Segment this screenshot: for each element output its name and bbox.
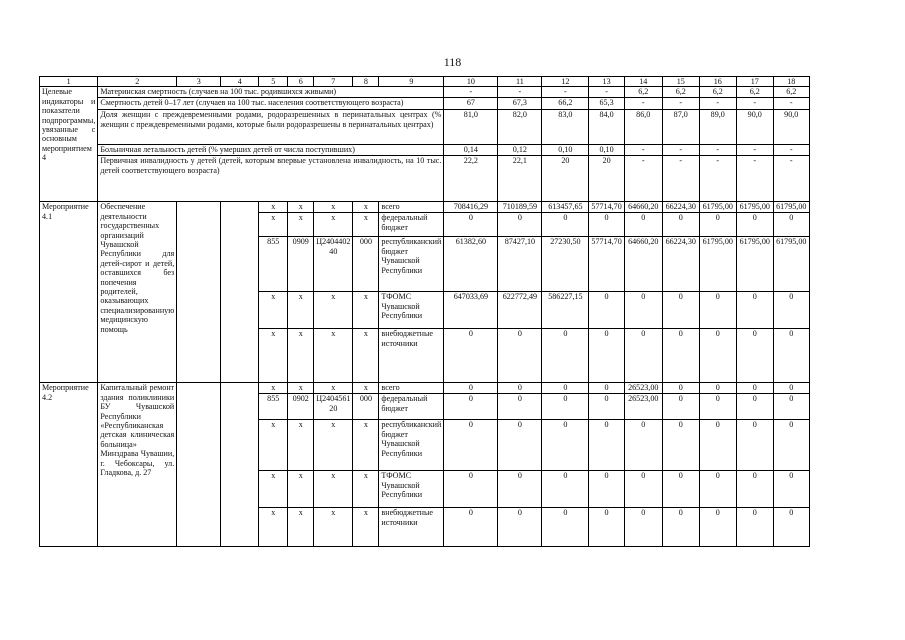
measure-row — [40, 202, 810, 213]
header-cell: 6 — [288, 77, 314, 87]
funding-value: 61795,00 — [736, 237, 773, 292]
indicator-value: - — [662, 98, 699, 110]
funding-value: 0 — [542, 329, 589, 383]
funding-value: 0 — [773, 292, 809, 329]
grbs-code: 855 — [259, 237, 288, 292]
header-cell: 9 — [379, 77, 444, 87]
expense-type-code: x — [353, 213, 379, 237]
responsible-cell — [177, 383, 221, 547]
funding-value: 61795,00 — [699, 237, 736, 292]
measure-name: Капитальный ремонт здания поликлиники БУ Чувашской Республики «Республиканская детская клиническая больница» Минздрава Чувашии, г. Чебоксары, ул. Гладкова, д. 27 — [98, 383, 177, 547]
funding-value: 66224,30 — [662, 237, 699, 292]
funding-value: 0 — [699, 292, 736, 329]
funding-value: 0 — [773, 329, 809, 383]
expense-type-code: x — [353, 202, 379, 213]
indicator-value: 6,2 — [699, 87, 736, 98]
funding-value: 0 — [444, 508, 498, 547]
section-code: 0902 — [288, 394, 314, 420]
indicator-value: - — [624, 156, 662, 202]
indicator-value: - — [542, 87, 589, 98]
indicator-value: 89,0 — [699, 110, 736, 145]
deadline-cell — [221, 383, 259, 547]
funding-source: федеральный бюджет — [379, 213, 444, 237]
indicator-value: 20 — [542, 156, 589, 202]
funding-value: 0 — [624, 420, 662, 471]
funding-source: республиканский бюджет Чувашской Республики — [379, 237, 444, 292]
funding-value: 0 — [624, 508, 662, 547]
funding-value: 26523,00 — [624, 394, 662, 420]
funding-value: 0 — [736, 508, 773, 547]
indicator-value: - — [699, 145, 736, 156]
funding-source: ТФОМС Чувашской Республики — [379, 292, 444, 329]
expense-type-code: x — [353, 329, 379, 383]
funding-value: 0 — [773, 420, 809, 471]
indicator-name: Доля женщин с преждевременными родами, родоразрешенных в перинатальных центрах (% женщин с преждевременными родами, которые были родоразрешены в перинатальных центрах) — [98, 110, 444, 145]
indicator-value: - — [662, 156, 699, 202]
funding-value: 0 — [736, 394, 773, 420]
funding-value: 613457,65 — [542, 202, 589, 213]
funding-value: 0 — [589, 292, 624, 329]
indicator-group-label: Целевые индикаторы и показатели подпрограммы, увязанные с основным мероприятием 4 — [40, 87, 98, 202]
funding-value: 0 — [662, 394, 699, 420]
header-cell: 15 — [662, 77, 699, 87]
funding-value: 0 — [736, 420, 773, 471]
indicator-value: - — [624, 145, 662, 156]
funding-source: всего — [379, 202, 444, 213]
funding-value: 0 — [589, 420, 624, 471]
program-table — [39, 76, 810, 547]
grbs-code: x — [259, 202, 288, 213]
section-code: x — [288, 471, 314, 508]
funding-value: 0 — [624, 292, 662, 329]
indicator-value: 6,2 — [736, 87, 773, 98]
header-cell: 3 — [177, 77, 221, 87]
funding-value: 710189,59 — [498, 202, 542, 213]
section-code: x — [288, 292, 314, 329]
indicator-value: 6,2 — [662, 87, 699, 98]
funding-value: 87427,10 — [498, 237, 542, 292]
funding-value: 61795,00 — [699, 202, 736, 213]
indicator-value: - — [699, 98, 736, 110]
funding-value: 0 — [699, 329, 736, 383]
funding-value: 0 — [662, 383, 699, 394]
funding-source: внебюджетные источники — [379, 329, 444, 383]
expense-type-code: x — [353, 383, 379, 394]
funding-value: 0 — [624, 329, 662, 383]
funding-source: внебюджетные источники — [379, 508, 444, 547]
header-cell: 4 — [221, 77, 259, 87]
funding-value: 0 — [699, 508, 736, 547]
indicator-row — [40, 87, 810, 98]
funding-value: 57714,70 — [589, 237, 624, 292]
indicator-value: 83,0 — [542, 110, 589, 145]
target-item-code: x — [314, 508, 353, 547]
indicator-value: - — [736, 98, 773, 110]
funding-value: 0 — [773, 508, 809, 547]
section-code: x — [288, 383, 314, 394]
funding-value: 0 — [662, 420, 699, 471]
funding-value: 0 — [736, 383, 773, 394]
section-code: x — [288, 508, 314, 547]
funding-value: 66224,30 — [662, 202, 699, 213]
header-cell: 14 — [624, 77, 662, 87]
funding-value: 0 — [699, 420, 736, 471]
indicator-value: 0,14 — [444, 145, 498, 156]
header-cell: 11 — [498, 77, 542, 87]
indicator-value: 65,3 — [589, 98, 624, 110]
indicator-value: 6,2 — [624, 87, 662, 98]
funding-value: 0 — [699, 213, 736, 237]
indicator-row — [40, 98, 810, 110]
funding-value: 0 — [773, 383, 809, 394]
indicator-name: Больничная летальность детей (% умерших детей от числа поступивших) — [98, 145, 444, 156]
funding-value: 0 — [498, 471, 542, 508]
target-item-code: x — [314, 329, 353, 383]
funding-value: 0 — [736, 329, 773, 383]
indicator-name: Первичная инвалидность у детей (детей, которым впервые установлена инвалидность, на 10 тыс. детей соответствующего возраста) — [98, 156, 444, 202]
grbs-code: x — [259, 508, 288, 547]
indicator-name: Материнская смертность (случаев на 100 тыс. родившихся живыми) — [98, 87, 444, 98]
funding-value: 0 — [444, 383, 498, 394]
indicator-value: 67,3 — [498, 98, 542, 110]
expense-type-code: 000 — [353, 237, 379, 292]
expense-type-code: x — [353, 508, 379, 547]
funding-value: 708416,29 — [444, 202, 498, 213]
funding-value: 0 — [624, 471, 662, 508]
measure-row — [40, 383, 810, 394]
grbs-code: x — [259, 420, 288, 471]
indicator-value: - — [773, 98, 809, 110]
header-cell: 17 — [736, 77, 773, 87]
funding-value: 0 — [542, 508, 589, 547]
funding-value: 0 — [542, 383, 589, 394]
measure-name: Обеспечение деятельности государственных организаций Чувашской Республики для детей-сирот и детей, оставшихся без попечения родителей, оказывающих специализированную медицинскую помощь — [98, 202, 177, 383]
deadline-cell — [221, 202, 259, 383]
funding-value: 0 — [736, 292, 773, 329]
funding-source: республиканский бюджет Чувашской Республики — [379, 420, 444, 471]
target-item-code: Ц2404561 20 — [314, 394, 353, 420]
funding-value: 0 — [736, 213, 773, 237]
expense-type-code: 000 — [353, 394, 379, 420]
header-cell: 2 — [98, 77, 177, 87]
funding-source: федеральный бюджет — [379, 394, 444, 420]
funding-value: 0 — [542, 420, 589, 471]
funding-value: 0 — [444, 394, 498, 420]
header-cell: 5 — [259, 77, 288, 87]
funding-value: 0 — [589, 471, 624, 508]
measure-label: Мероприятие 4.2 — [40, 383, 98, 547]
header-cell: 7 — [314, 77, 353, 87]
indicator-value: - — [662, 145, 699, 156]
funding-value: 0 — [624, 213, 662, 237]
grbs-code: 855 — [259, 394, 288, 420]
funding-value: 0 — [589, 383, 624, 394]
funding-value: 622772,49 — [498, 292, 542, 329]
funding-value: 61795,00 — [773, 237, 809, 292]
target-item-code: x — [314, 383, 353, 394]
section-code: 0909 — [288, 237, 314, 292]
funding-value: 61795,00 — [773, 202, 809, 213]
target-item-code: x — [314, 471, 353, 508]
indicator-value: 22,1 — [498, 156, 542, 202]
page-number: 118 — [443, 55, 462, 69]
funding-value: 0 — [542, 213, 589, 237]
header-cell: 13 — [589, 77, 624, 87]
indicator-value: 86,0 — [624, 110, 662, 145]
indicator-row — [40, 156, 810, 202]
indicator-value: 67 — [444, 98, 498, 110]
funding-value: 0 — [589, 329, 624, 383]
indicator-row — [40, 110, 810, 145]
funding-value: 0 — [589, 394, 624, 420]
funding-value: 0 — [699, 383, 736, 394]
indicator-value: - — [624, 98, 662, 110]
indicator-value: 90,0 — [773, 110, 809, 145]
target-item-code: x — [314, 420, 353, 471]
indicator-value: - — [444, 87, 498, 98]
funding-value: 0 — [444, 213, 498, 237]
funding-value: 0 — [589, 508, 624, 547]
expense-type-code: x — [353, 420, 379, 471]
header-cell: 8 — [353, 77, 379, 87]
indicator-value: - — [773, 156, 809, 202]
funding-value: 0 — [444, 329, 498, 383]
indicator-value: - — [589, 87, 624, 98]
header-cell: 10 — [444, 77, 498, 87]
grbs-code: x — [259, 471, 288, 508]
grbs-code: x — [259, 292, 288, 329]
indicator-value: - — [498, 87, 542, 98]
target-item-code: x — [314, 202, 353, 213]
indicator-value: 22,2 — [444, 156, 498, 202]
funding-value: 64660,20 — [624, 237, 662, 292]
indicator-row — [40, 145, 810, 156]
funding-value: 0 — [736, 471, 773, 508]
funding-value: 0 — [498, 383, 542, 394]
funding-value: 0 — [498, 508, 542, 547]
indicator-value: 66,2 — [542, 98, 589, 110]
expense-type-code: x — [353, 292, 379, 329]
section-code: x — [288, 420, 314, 471]
indicator-value: 81,0 — [444, 110, 498, 145]
header-cell: 16 — [699, 77, 736, 87]
section-code: x — [288, 213, 314, 237]
funding-value: 0 — [662, 329, 699, 383]
funding-value: 26523,00 — [624, 383, 662, 394]
funding-value: 0 — [498, 213, 542, 237]
grbs-code: x — [259, 383, 288, 394]
header-row — [40, 77, 810, 87]
funding-value: 57714,70 — [589, 202, 624, 213]
section-code: x — [288, 202, 314, 213]
funding-value: 61382,60 — [444, 237, 498, 292]
responsible-cell — [177, 202, 221, 383]
target-item-code: x — [314, 213, 353, 237]
funding-value: 0 — [444, 420, 498, 471]
funding-value: 0 — [542, 471, 589, 508]
indicator-value: - — [736, 145, 773, 156]
expense-type-code: x — [353, 471, 379, 508]
indicator-value: - — [699, 156, 736, 202]
indicator-value: 0,10 — [542, 145, 589, 156]
target-item-code: x — [314, 292, 353, 329]
indicator-value: 87,0 — [662, 110, 699, 145]
grbs-code: x — [259, 329, 288, 383]
indicator-value: 82,0 — [498, 110, 542, 145]
header-cell: 1 — [40, 77, 98, 87]
funding-value: 0 — [773, 471, 809, 508]
indicator-value: - — [773, 145, 809, 156]
header-cell: 12 — [542, 77, 589, 87]
funding-value: 27230,50 — [542, 237, 589, 292]
target-item-code: Ц2404402 40 — [314, 237, 353, 292]
funding-value: 61795,00 — [736, 202, 773, 213]
funding-value: 0 — [498, 420, 542, 471]
grbs-code: x — [259, 213, 288, 237]
funding-value: 0 — [699, 471, 736, 508]
funding-value: 586227,15 — [542, 292, 589, 329]
indicator-value: 20 — [589, 156, 624, 202]
funding-value: 64660,20 — [624, 202, 662, 213]
indicator-value: - — [736, 156, 773, 202]
section-code: x — [288, 329, 314, 383]
funding-value: 647033,69 — [444, 292, 498, 329]
indicator-value: 84,0 — [589, 110, 624, 145]
funding-value: 0 — [773, 213, 809, 237]
funding-value: 0 — [589, 213, 624, 237]
funding-value: 0 — [542, 394, 589, 420]
funding-value: 0 — [498, 329, 542, 383]
funding-value: 0 — [662, 292, 699, 329]
header-cell: 18 — [773, 77, 809, 87]
funding-value: 0 — [662, 213, 699, 237]
funding-value: 0 — [662, 471, 699, 508]
indicator-name: Смертность детей 0–17 лет (случаев на 100 тыс. населения соответствующего возраста) — [98, 98, 444, 110]
funding-value: 0 — [498, 394, 542, 420]
indicator-value: 90,0 — [736, 110, 773, 145]
indicator-value: 0,12 — [498, 145, 542, 156]
funding-value: 0 — [444, 471, 498, 508]
funding-value: 0 — [773, 394, 809, 420]
indicator-value: 6,2 — [773, 87, 809, 98]
funding-value: 0 — [662, 508, 699, 547]
funding-source: ТФОМС Чувашской Республики — [379, 471, 444, 508]
funding-value: 0 — [699, 394, 736, 420]
funding-source: всего — [379, 383, 444, 394]
measure-label: Мероприятие 4.1 — [40, 202, 98, 383]
indicator-value: 0,10 — [589, 145, 624, 156]
